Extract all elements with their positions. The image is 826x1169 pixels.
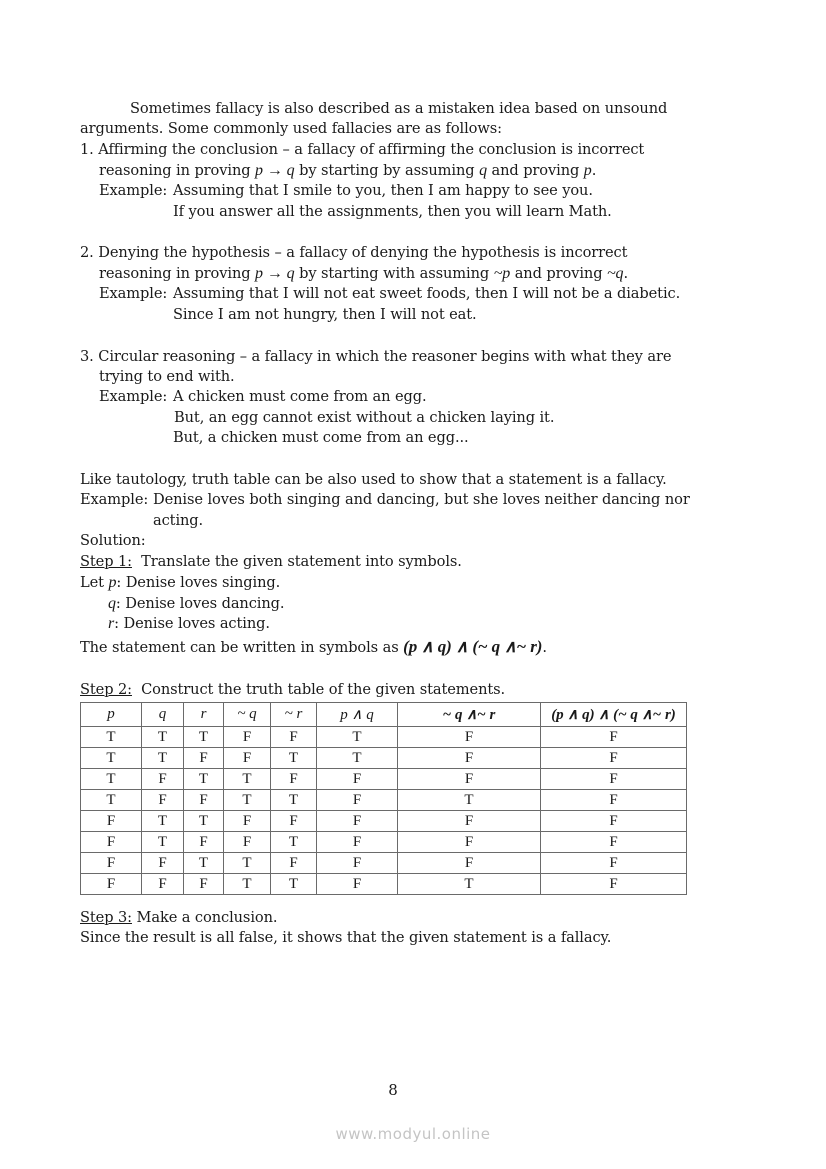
fallacy-3-example-label: Example: (99, 388, 168, 405)
intro-line-2: arguments. Some commonly used fallacies are as follows: (80, 120, 502, 137)
step-2: Step 2: Construct the truth table of the given statements. (80, 681, 506, 698)
intro-line-1: Sometimes fallacy is also described as a mistaken idea based on unsound (130, 100, 668, 117)
variable-definition: Let p: Denise loves singing. (80, 574, 281, 591)
fallacy-3-example-line: A chicken must come from an egg. (173, 388, 427, 405)
truth-intro: Like tautology, truth table can be also used to show that a statement is a fallacy. (80, 471, 667, 488)
conclusion: Since the result is all false, it shows that the given statement is a fallacy. (80, 929, 612, 946)
column-header: (p ∧ q) ∧ (~ q ∧~ r) (541, 703, 687, 727)
fallacy-3-example-line: But, a chicken must come from an egg... (173, 429, 469, 446)
fallacy-2-definition: reasoning in proving p → q by starting with assuming ~p and proving ~q. (99, 265, 629, 282)
table-row: F T F F T F F F (81, 832, 687, 853)
fallacy-3-example-line: But, an egg cannot exist without a chicken laying it. (174, 409, 555, 426)
fallacy-1-example-line: If you answer all the assignments, then you will learn Math. (173, 203, 612, 220)
table-header-row (81, 703, 687, 727)
fallacy-2-example-line: Since I am not hungry, then I will not eat. (173, 306, 477, 323)
table-row: T T F F T T F F (81, 748, 687, 769)
table-row: F F T T F F F F (81, 853, 687, 874)
table-row: T F T T F F F F (81, 769, 687, 790)
variable-definition: r: Denise loves acting. (108, 615, 270, 632)
step-1: Step 1: Translate the given statement into symbols. (80, 553, 462, 570)
symbol-statement: The statement can be written in symbols as (p ∧ q) ∧ (~ q ∧~ r). (80, 637, 547, 656)
fallacy-1-definition: reasoning in proving p → q by starting by assuming q and proving p. (99, 162, 597, 179)
fallacy-2-heading: 2. Denying the hypothesis – a fallacy of denying the hypothesis is incorrect (80, 244, 628, 261)
math-expression: p → q (255, 265, 295, 282)
fallacy-1-heading: 1. Affirming the conclusion – a fallacy of affirming the conclusion is incorrect (80, 141, 645, 158)
truth-example-label: Example: (80, 491, 149, 508)
fallacy-2-example-label: Example: (99, 285, 168, 302)
variable-definition: q: Denise loves dancing. (108, 595, 285, 612)
fallacy-3-definition: trying to end with. (99, 368, 235, 385)
fallacy-3-heading: 3. Circular reasoning – a fallacy in which the reasoner begins with what they are (80, 348, 672, 365)
column-header: r (184, 703, 224, 727)
fallacy-2-example-line: Assuming that I will not eat sweet foods, then I will not be a diabetic. (173, 285, 681, 302)
fallacy-1-example-label: Example: (99, 182, 168, 199)
column-header: ~ q (224, 703, 271, 727)
column-header: p (81, 703, 142, 727)
table-row: F F F T T F T F (81, 874, 687, 895)
column-header: ~ q ∧~ r (398, 703, 541, 727)
fallacy-1-example-line: Assuming that I smile to you, then I am happy to see you. (173, 182, 593, 199)
truth-example-line: acting. (153, 512, 204, 529)
column-header: q (142, 703, 184, 727)
truth-example-line: Denise loves both singing and dancing, but she loves neither dancing nor (153, 491, 690, 508)
column-header: ~ r (271, 703, 317, 727)
solution-label: Solution: (80, 532, 146, 549)
table-row: F T T F F F F F (81, 811, 687, 832)
table-row: T F F T T F T F (81, 790, 687, 811)
math-expression: p → q (255, 162, 295, 179)
column-header: p ∧ q (317, 703, 398, 727)
watermark: www.modyul.online (335, 1125, 491, 1143)
truth-table (80, 702, 687, 895)
table-row: T T T F F T F F (81, 727, 687, 748)
page-number: 8 (388, 1081, 398, 1099)
symbol-expression: (p ∧ q) ∧ (~ q ∧~ r) (403, 637, 543, 656)
step-1-label: Step 1: (80, 553, 132, 570)
step-2-label: Step 2: (80, 681, 132, 698)
step-3-label: Step 3: (80, 909, 132, 926)
step-3: Step 3: Make a conclusion. (80, 909, 278, 926)
